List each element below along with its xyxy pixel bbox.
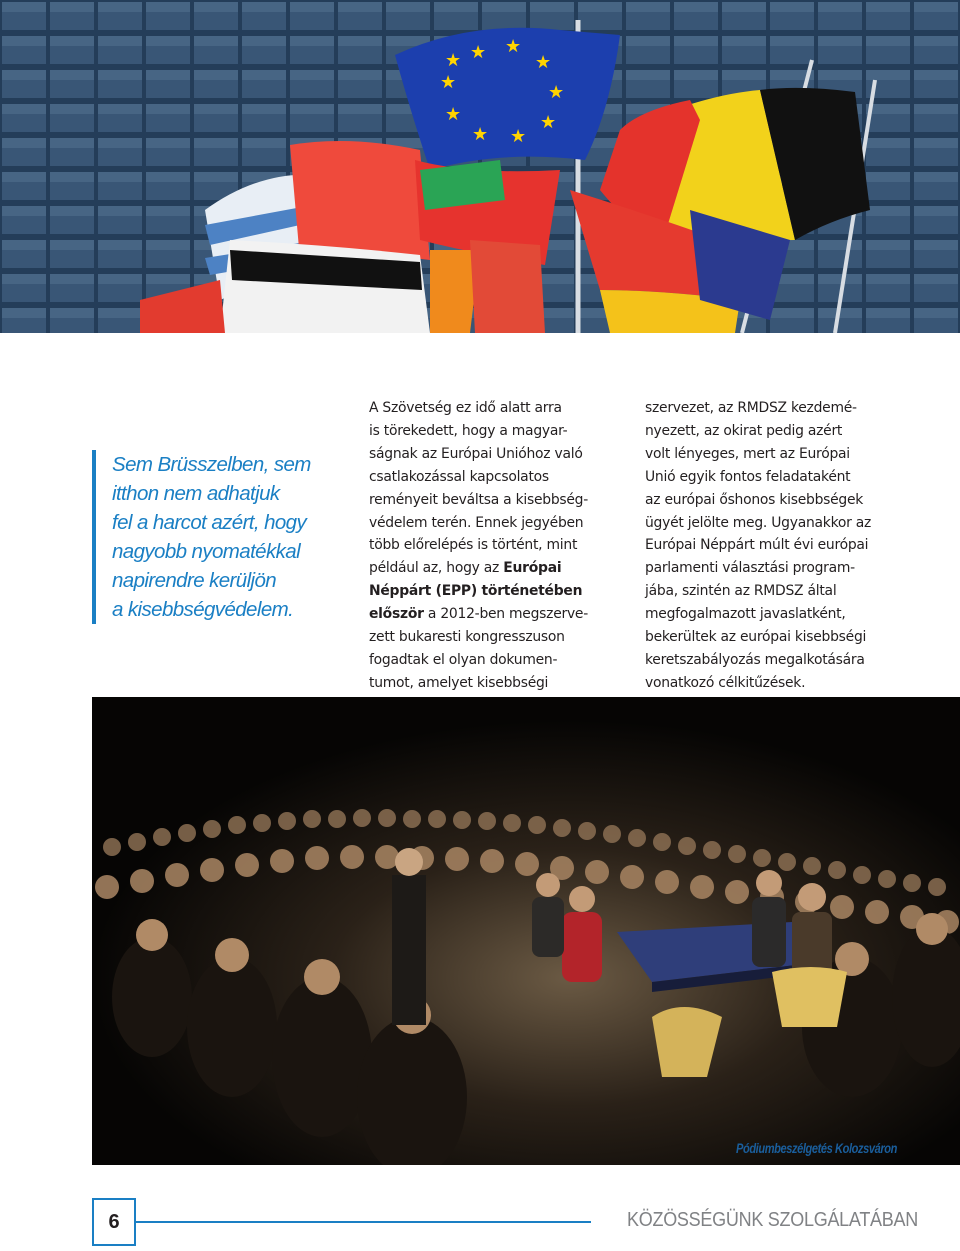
body-line: keretszabályozás megalkotására	[645, 651, 865, 668]
body-line: bekerültek az európai kisebbségi	[645, 629, 867, 646]
pull-quote	[92, 450, 352, 624]
body-line: ügyét jelölte meg. Ugyanakkor az	[645, 514, 872, 531]
body-line: nyezett, az okirat pedig azért	[645, 422, 843, 439]
body-line	[369, 603, 619, 626]
pull-quote-line: napirendre kerüljön	[112, 569, 277, 592]
flags-illustration	[0, 0, 960, 333]
body-line: több előrelépés is történt, mint	[369, 537, 578, 554]
body-line: szervezet, az RMDSZ kezdemé-	[645, 400, 857, 416]
body-line: reményeit beváltsa a kisebbség-	[369, 491, 588, 508]
photo-caption: Pódiumbeszélgetés Kolozsváron	[736, 1141, 897, 1156]
body-line: tumot, amelyet kisebbségi	[369, 674, 549, 691]
svg-text:★: ★	[535, 52, 552, 73]
svg-text:★: ★	[505, 36, 522, 57]
body-line: zett bukaresti kongresszuson	[369, 629, 565, 646]
body-text: a 2012-ben megszerve-	[427, 606, 588, 623]
svg-text:★: ★	[540, 112, 557, 133]
pull-quote-line: fel a harcot azért, hogy	[112, 511, 307, 534]
svg-text:★: ★	[548, 82, 565, 103]
pull-quote-line: itthon nem adhatjuk	[112, 482, 280, 505]
svg-text:★: ★	[445, 104, 462, 125]
panel-discussion-illustration	[92, 697, 960, 1165]
body-line	[369, 557, 619, 580]
body-line: is törekedett, hogy a magyar-	[369, 422, 568, 439]
panel-discussion-photo	[92, 697, 960, 1165]
bold-text: Európai	[503, 560, 562, 577]
body-line: A Szövetség ez idő alatt arra	[369, 400, 562, 416]
body-line: az európai őshonos kisebbségek	[645, 491, 864, 508]
svg-text:★: ★	[445, 50, 462, 71]
body-line: Unió egyik fontos feladataként	[645, 468, 851, 485]
body-line: védelem terén. Ennek jegyében	[369, 514, 584, 531]
section-title: KÖZÖSSÉGÜNK SZOLGÁLATÁBAN	[627, 1209, 918, 1231]
bold-text: Néppárt (EPP) történetében	[369, 583, 583, 600]
svg-text:★: ★	[470, 42, 487, 63]
body-line: jába, szintén az RMDSZ által	[645, 583, 837, 600]
svg-text:★: ★	[440, 72, 457, 93]
body-line: volt lényeges, mert az Európai	[645, 445, 850, 462]
footer-rule	[136, 1221, 591, 1223]
pull-quote-line: a kisebbségvédelem.	[112, 598, 294, 621]
flags-photo	[0, 0, 960, 333]
body-line: fogadtak el olyan dokumen-	[369, 651, 558, 668]
body-line: vonatkozó célkitűzések.	[645, 674, 806, 691]
svg-text:★: ★	[472, 124, 489, 145]
body-column-1	[369, 397, 619, 695]
bold-text: először	[369, 606, 424, 623]
body-line: Európai Néppárt múlt évi európai	[645, 537, 869, 554]
pull-quote-line: Sem Brüsszelben, sem	[112, 453, 311, 476]
body-column-2	[645, 397, 895, 695]
page-number: 6	[92, 1198, 136, 1246]
body-line: megfogalmazott javaslatként,	[645, 606, 846, 623]
body-line: parlamenti választási program-	[645, 560, 855, 577]
body-line: ságnak az Európai Unióhoz való	[369, 445, 583, 462]
body-line	[369, 580, 619, 603]
body-text: például az, hogy az	[369, 560, 500, 577]
body-line: csatlakozással kapcsolatos	[369, 468, 549, 485]
pull-quote-line: nagyobb nyomatékkal	[112, 540, 301, 563]
svg-text:★: ★	[510, 126, 527, 147]
